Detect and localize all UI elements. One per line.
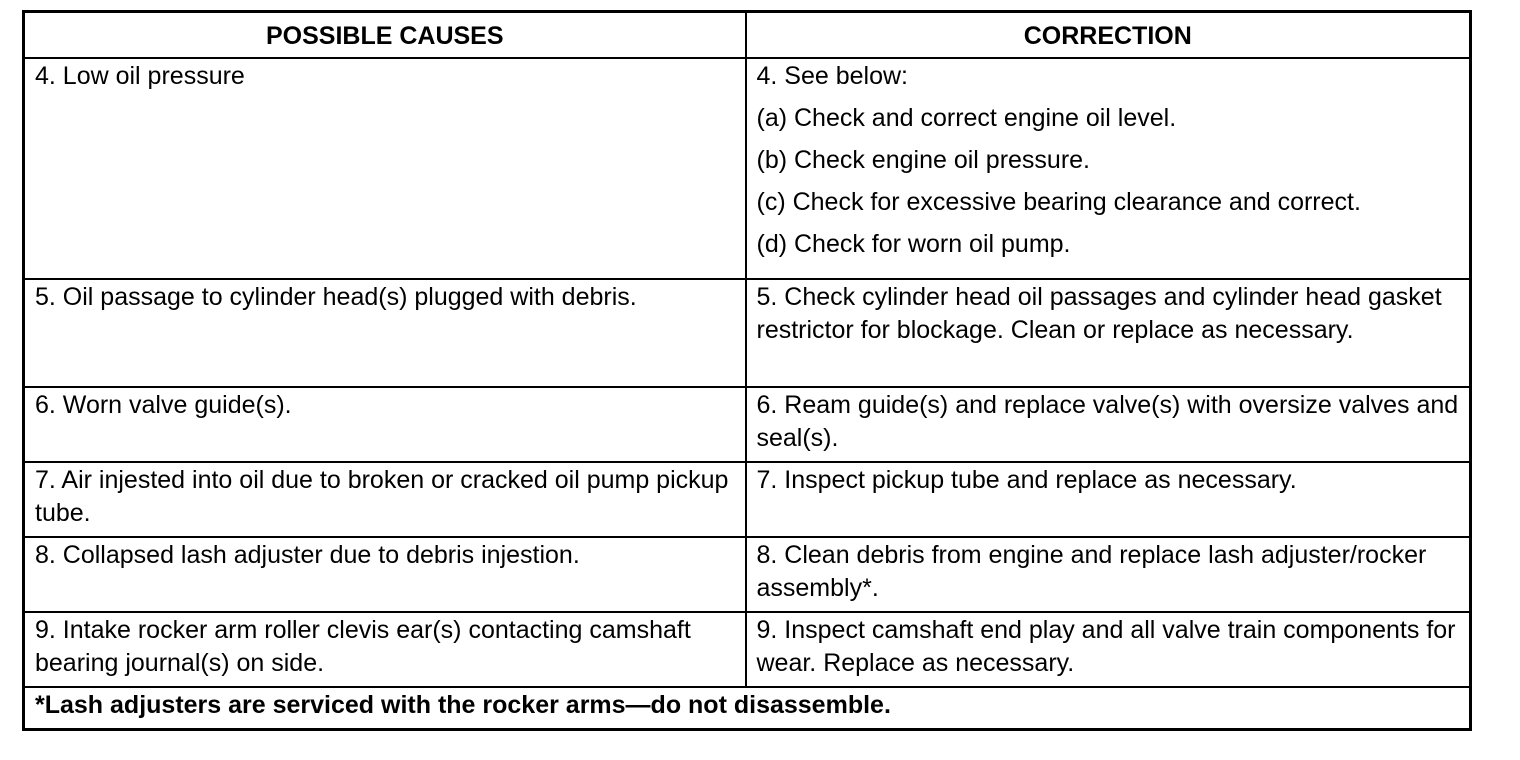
cause-text: 6. Worn valve guide(s). (35, 391, 292, 419)
correction-cell (746, 387, 1471, 462)
header-correction: CORRECTION (746, 12, 1471, 59)
cause-text: 5. Oil passage to cylinder head(s) plugged with debris. (35, 283, 637, 311)
footnote-row (24, 687, 1471, 730)
correction-cell (746, 279, 1471, 387)
cause-text: 4. Low oil pressure (35, 62, 245, 90)
cause-cell (24, 58, 746, 279)
cause-cell (24, 537, 746, 612)
cause-text: 9. Intake rocker arm roller clevis ear(s) contacting camshaft bearing journal(s) on side. (35, 616, 691, 677)
correction-cell (746, 537, 1471, 612)
correction-sub-item: (c) Check for excessive bearing clearance and correct. (756, 188, 1361, 216)
table-row (24, 462, 1471, 537)
table-row (24, 537, 1471, 612)
correction-text: 9. Inspect camshaft end play and all valve train components for wear. Replace as necessary. (756, 616, 1456, 677)
table-row (24, 387, 1471, 462)
table-row (24, 58, 1471, 279)
correction-text: 5. Check cylinder head oil passages and cylinder head gasket restrictor for blockage. Clean or replace as necessary. (756, 283, 1442, 344)
correction-cell (746, 462, 1471, 537)
correction-sub-item: (d) Check for worn oil pump. (756, 230, 1071, 258)
cause-cell (24, 612, 746, 687)
cause-text: 8. Collapsed lash adjuster due to debris injestion. (35, 541, 580, 569)
cause-cell (24, 279, 746, 387)
correction-sub-item: (a) Check and correct engine oil level. (756, 104, 1177, 132)
table-row (24, 279, 1471, 387)
header-row (24, 12, 1471, 59)
correction-text: 8. Clean debris from engine and replace lash adjuster/rocker assembly*. (756, 541, 1427, 602)
table-row (24, 612, 1471, 687)
header-possible-causes: POSSIBLE CAUSES (24, 12, 746, 59)
correction-text: 6. Ream guide(s) and replace valve(s) with oversize valves and seal(s). (756, 391, 1459, 452)
correction-cell (746, 58, 1471, 279)
correction-cell (746, 612, 1471, 687)
correction-sub-item: (b) Check engine oil pressure. (756, 146, 1090, 174)
correction-text: 4. See below: (756, 62, 908, 90)
cause-text: 7. Air injested into oil due to broken or cracked oil pump pickup tube. (35, 466, 729, 527)
cause-cell (24, 387, 746, 462)
cause-cell (24, 462, 746, 537)
diagnosis-table (22, 10, 1472, 731)
correction-text: 7. Inspect pickup tube and replace as necessary. (756, 466, 1297, 494)
footnote: *Lash adjusters are serviced with the rocker arms—do not disassemble. (24, 687, 1471, 730)
